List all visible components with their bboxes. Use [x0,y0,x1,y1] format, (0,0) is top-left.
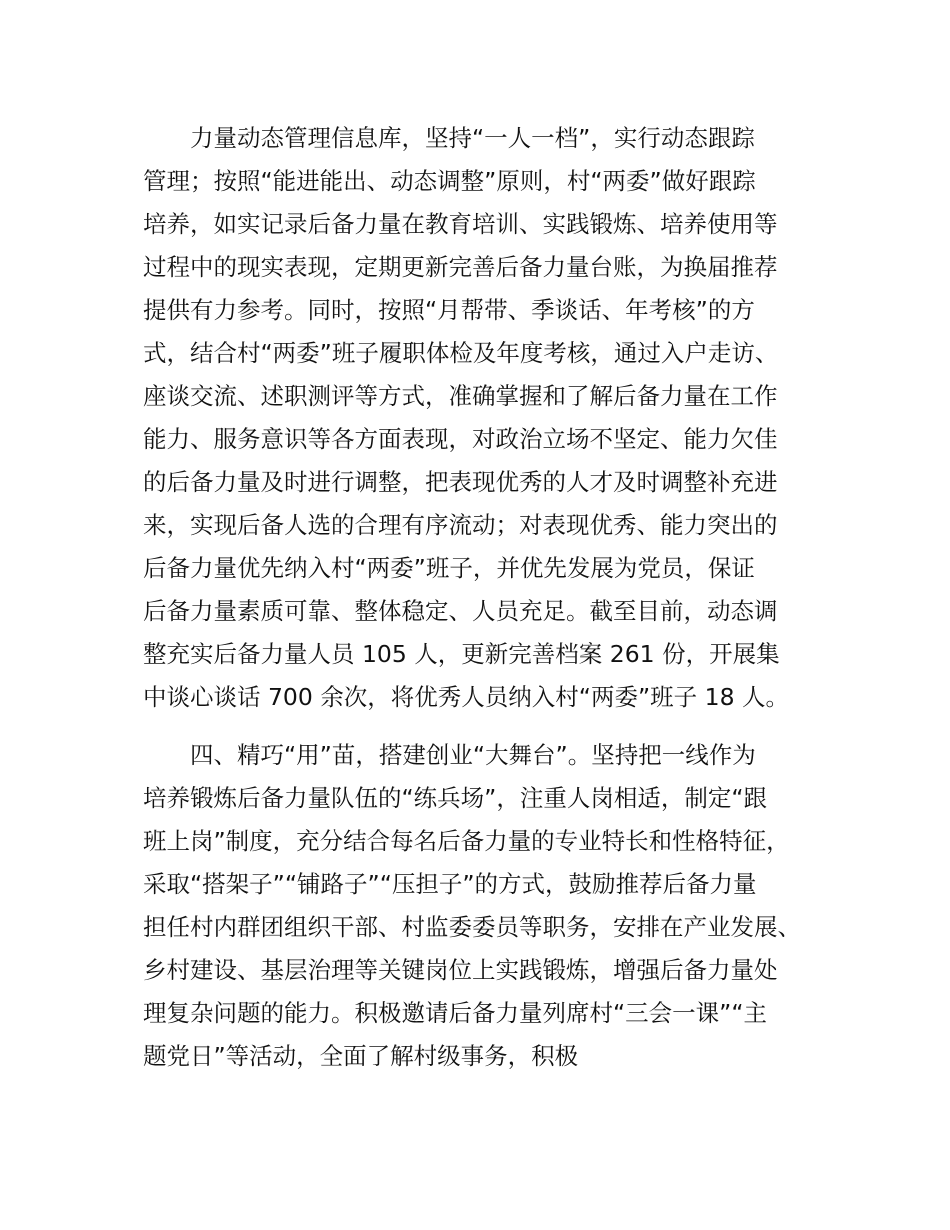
text-line: 力量动态管理信息库，坚持“一人一档”，实行动态跟踪 [190,124,755,152]
text-line: 后备力量优先纳入村“两委”班子，并优先发展为党员，保证 [143,554,755,582]
text-line: 管理；按照“能进能出、动态调整”原则，村“两委”做好跟踪 [143,167,756,195]
text-line: 能力、服务意识等各方面表现，对政治立场不坚定、能力欠佳 [143,425,778,453]
text-line: 过程中的现实表现，定期更新完善后备力量台账，为换届推荐 [143,253,778,281]
text-line: 后备力量素质可靠、整体稳定、人员充足。截至目前，动态调 [143,597,778,625]
text-line: 中谈心谈话 700 余次，将优秀人员纳入村“两委”班子 18 人。 [143,683,789,711]
text-line: 培养，如实记录后备力量在教育培训、实践锻炼、培养使用等 [143,210,778,238]
text-line: 提供有力参考。同时，按照“月帮带、季谈话、年考核”的方 [143,296,755,324]
text-line: 的后备力量及时进行调整，把表现优秀的人才及时调整补充进 [143,468,778,496]
text-line: 班上岗”制度，充分结合每名后备力量的专业特长和性格特征， [143,827,790,855]
text-line: 题党日”等活动，全面了解村级事务，积极 [143,1042,579,1070]
text-line: 座谈交流、述职测评等方式，准确掌握和了解后备力量在工作 [143,382,778,410]
text-line: 乡村建设、基层治理等关键岗位上实践锻炼，增强后备力量处 [143,956,778,984]
text-line: 理复杂问题的能力。积极邀请后备力量列席村“三会一课”“主 [143,999,768,1027]
text-line: 担任村内群团组织干部、村监委委员等职务，安排在产业发展、 [143,913,801,941]
text-line: 来，实现后备人选的合理有序流动；对表现优秀、能力突出的 [143,511,778,539]
text-line: 式，结合村“两委”班子履职体检及年度考核，通过入户走访、 [143,339,779,367]
text-line: 采取“搭架子”“铺路子”“压担子”的方式，鼓励推荐后备力量 [143,870,757,898]
text-line: 培养锻炼后备力量队伍的“练兵场”，注重人岗相适，制定“跟 [143,784,768,812]
text-line: 四、精巧“用”苗，搭建创业“大舞台”。坚持把一线作为 [190,741,756,769]
text-line: 整充实后备力量人员 105 人，更新完善档案 261 份，开展集 [143,640,780,668]
